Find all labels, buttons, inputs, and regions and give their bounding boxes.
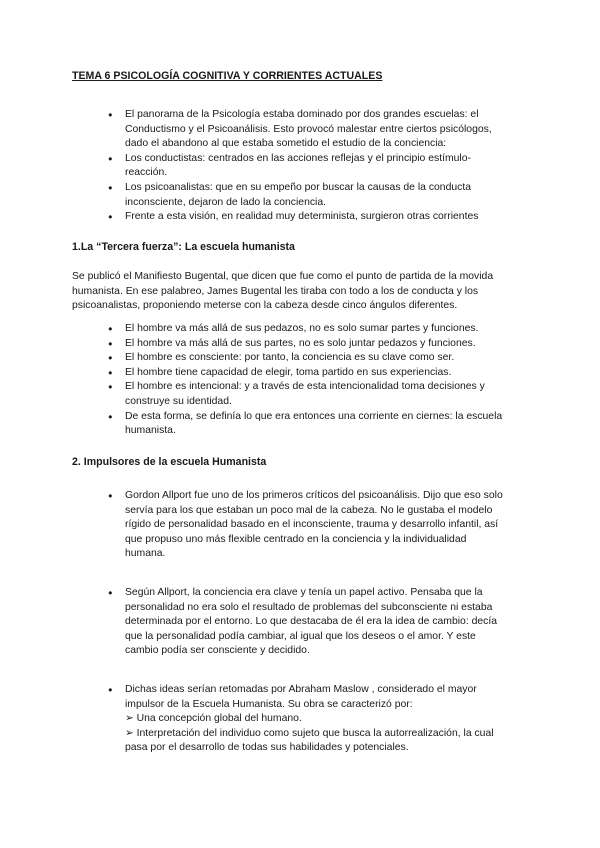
section-2-heading: 2. Impulsores de la escuela Humanista bbox=[72, 456, 267, 468]
list-item: ● El panorama de la Psicología estaba dominado por dos grandes escuelas: el Conductismo y el Psicoanálisis. Esto provocó malestar entre ciertos psicólogos, dado el abandono al que estaba sometido el estudio de la conciencia: bbox=[108, 108, 508, 152]
list-item: ● El hombre va más allá de sus pedazos, no es solo sumar partes y funciones. bbox=[108, 322, 508, 337]
list-item: ● Frente a esta visión, en realidad muy determinista, surgieron otras corrientes bbox=[108, 210, 508, 225]
list-item: ● El hombre va más allá de sus partes, no es solo juntar pedazos y funciones. bbox=[108, 337, 508, 352]
allport-bullet-2 bbox=[108, 586, 508, 659]
list-item: ● Gordon Allport fue uno de los primeros críticos del psicoanálisis. Dijo que eso solo servía para los que estaban un poco mal de la cabeza. No le gustaba el modelo rígido de personalidad basado en el inconsciente, trauma y desarrollo infantil, así que propuso uno más flexible centrado en la conciencia y la individualidad humana. bbox=[108, 489, 508, 562]
maslow-bullet bbox=[108, 683, 508, 756]
intro-bullet-list bbox=[108, 108, 508, 225]
section-1-heading: 1.La “Tercera fuerza”: La escuela humanista bbox=[72, 241, 295, 253]
allport-bullet-1 bbox=[108, 489, 508, 562]
list-item: ● De esta forma, se definía lo que era entonces una corriente en ciernes: la escuela humanista. bbox=[108, 410, 508, 439]
list-item: ● El hombre es intencional: y a través de esta intencionalidad toma decisiones y construye su identidad. bbox=[108, 380, 508, 409]
maslow-point-1: ➢ Una concepción global del humano. bbox=[125, 713, 302, 725]
list-item: ● Los conductistas: centrados en las acciones reflejas y el principio estímulo-reacción. bbox=[108, 152, 508, 181]
list-item: ● Según Allport, la conciencia era clave y tenía un papel activo. Pensaba que la personalidad no era solo el resultado de problemas del subconsciente ni estaba determinada por el entorno. Lo que destacaba de él era la idea de cambio: decía que la personalidad podía cambiar, al igual que los deseos o el amor. Y este cambio podía ser consciente y decidido. bbox=[108, 586, 508, 659]
list-item: ● Los psicoanalistas: que en su empeño por buscar la causas de la conducta inconsciente, dejaron de lado la conciencia. bbox=[108, 181, 508, 210]
page-title: TEMA 6 PSICOLOGÍA COGNITIVA Y CORRIENTES ACTUALES bbox=[72, 70, 383, 82]
list-item bbox=[108, 683, 508, 756]
maslow-point-2: ➢ Interpretación del individuo como sujeto que busca la autorrealización, la cual pasa por el desarrollo de todas sus habilidades y potenciales. bbox=[125, 727, 494, 754]
list-item: ● El hombre es consciente: por tanto, la conciencia es su clave como ser. bbox=[108, 351, 508, 366]
section-1-bullet-list bbox=[108, 322, 508, 439]
list-item: ● El hombre tiene capacidad de elegir, toma partido en sus experiencias. bbox=[108, 366, 508, 381]
section-1-paragraph: Se publicó el Manifiesto Bugental, que dicen que fue como el punto de partida de la movida humanista. En ese palabreo, James Bugental les tiraba con todo a los de conducta y los psicoanalistas, proponiendo meterse con la cabeza desde cinco ángulos diferentes. bbox=[72, 271, 494, 312]
maslow-intro-text: ● Dichas ideas serían retomadas por Abraham Maslow , considerado el mayor impulsor de la Escuela Humanista. Su obra se caracterizó por: bbox=[125, 684, 477, 710]
